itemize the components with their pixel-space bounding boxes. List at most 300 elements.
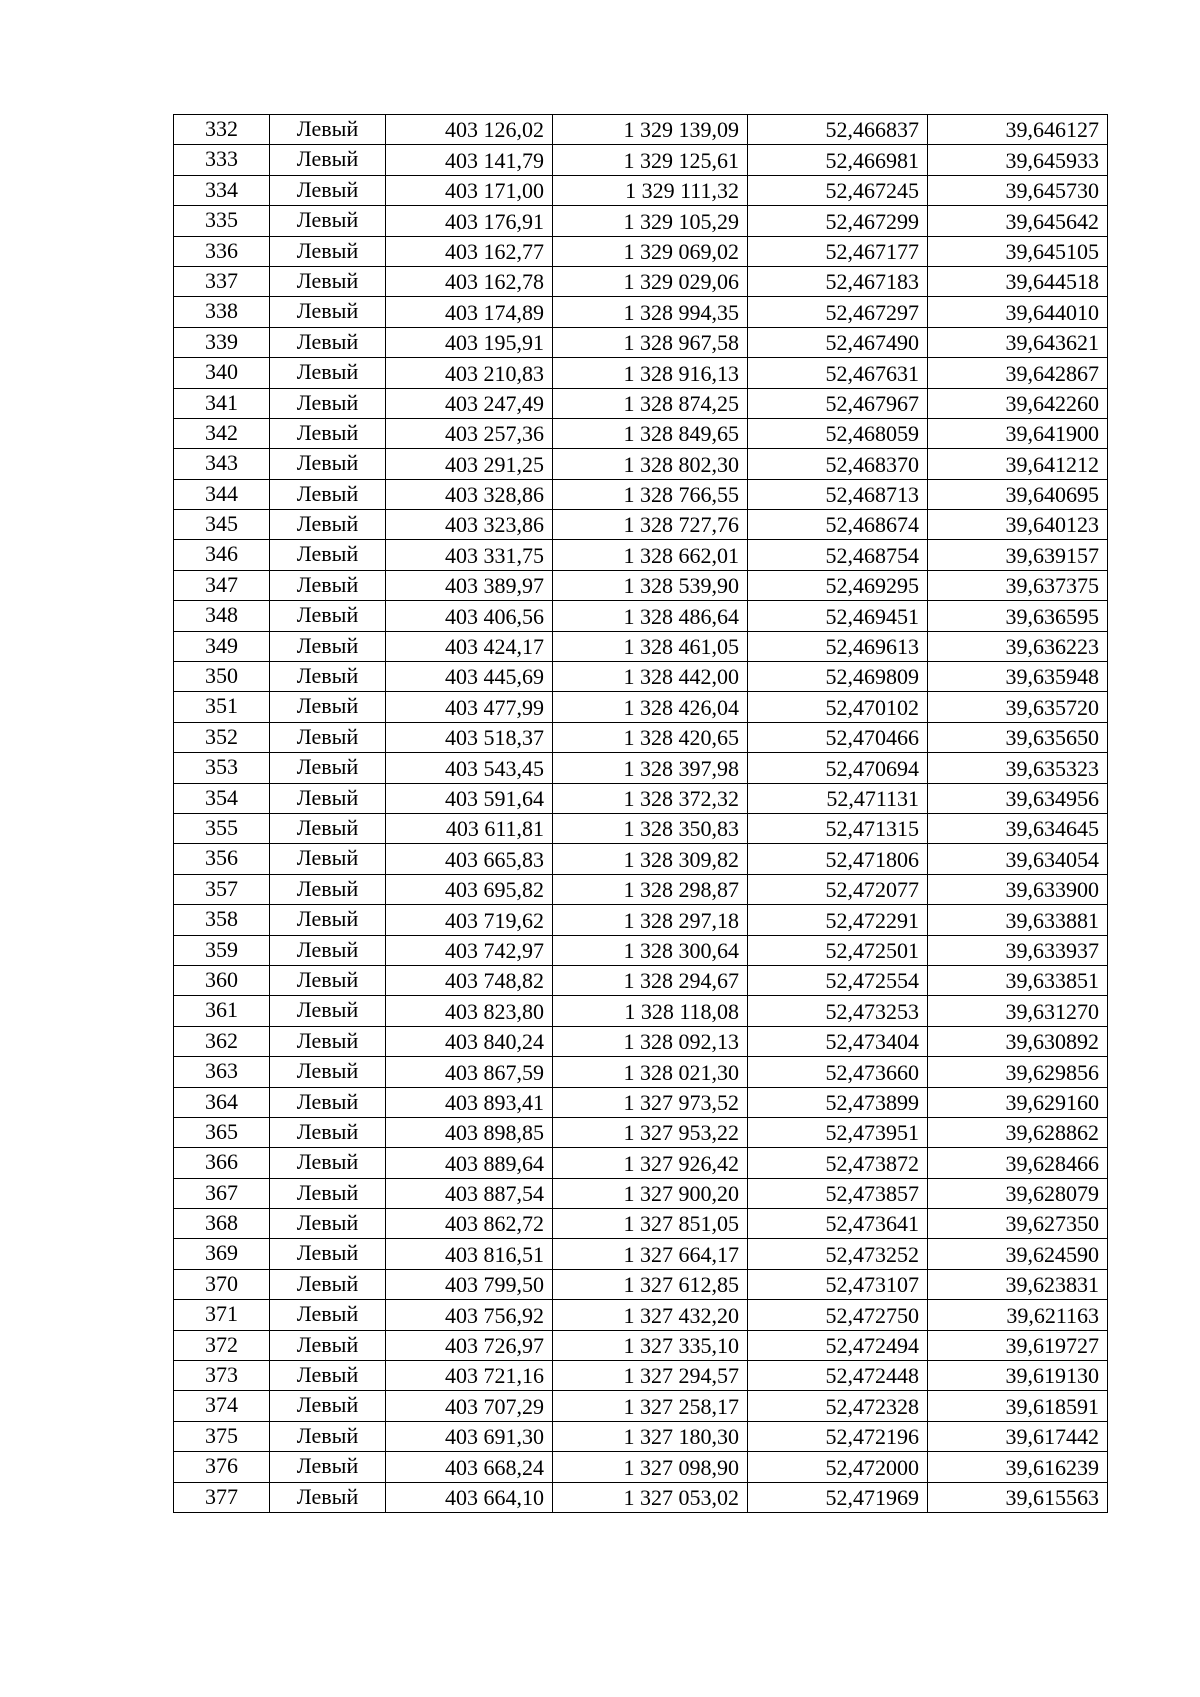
table-row bbox=[174, 175, 1108, 205]
point-number-cell: 342 bbox=[174, 418, 270, 448]
point-number-cell: 354 bbox=[174, 783, 270, 813]
point-number-cell: 333 bbox=[174, 145, 270, 175]
point-number-cell: 358 bbox=[174, 905, 270, 935]
point-number-cell: 348 bbox=[174, 601, 270, 631]
longitude-cell: 39,631270 bbox=[928, 996, 1108, 1026]
latitude-cell: 52,473107 bbox=[748, 1269, 928, 1299]
latitude-cell: 52,473660 bbox=[748, 1057, 928, 1087]
side-cell: Левый bbox=[270, 1300, 386, 1330]
y-coordinate-cell: 1 329 111,32 bbox=[553, 175, 748, 205]
longitude-cell: 39,616239 bbox=[928, 1452, 1108, 1482]
side-cell: Левый bbox=[270, 874, 386, 904]
latitude-cell: 52,473404 bbox=[748, 1026, 928, 1056]
point-number-cell: 368 bbox=[174, 1209, 270, 1239]
y-coordinate-cell: 1 327 926,42 bbox=[553, 1148, 748, 1178]
x-coordinate-cell: 403 756,92 bbox=[386, 1300, 553, 1330]
x-coordinate-cell: 403 611,81 bbox=[386, 813, 553, 843]
y-coordinate-cell: 1 328 662,01 bbox=[553, 540, 748, 570]
longitude-cell: 39,646127 bbox=[928, 115, 1108, 145]
longitude-cell: 39,645642 bbox=[928, 206, 1108, 236]
latitude-cell: 52,466981 bbox=[748, 145, 928, 175]
longitude-cell: 39,633881 bbox=[928, 905, 1108, 935]
point-number-cell: 336 bbox=[174, 236, 270, 266]
point-number-cell: 347 bbox=[174, 570, 270, 600]
y-coordinate-cell: 1 327 053,02 bbox=[553, 1482, 748, 1512]
side-cell: Левый bbox=[270, 1057, 386, 1087]
point-number-cell: 360 bbox=[174, 965, 270, 995]
latitude-cell: 52,472077 bbox=[748, 874, 928, 904]
x-coordinate-cell: 403 477,99 bbox=[386, 692, 553, 722]
longitude-cell: 39,621163 bbox=[928, 1300, 1108, 1330]
y-coordinate-cell: 1 328 118,08 bbox=[553, 996, 748, 1026]
table-row bbox=[174, 297, 1108, 327]
longitude-cell: 39,642260 bbox=[928, 388, 1108, 418]
y-coordinate-cell: 1 328 766,55 bbox=[553, 479, 748, 509]
coordinates-table bbox=[173, 114, 1108, 1513]
longitude-cell: 39,641212 bbox=[928, 449, 1108, 479]
x-coordinate-cell: 403 162,78 bbox=[386, 266, 553, 296]
latitude-cell: 52,469295 bbox=[748, 570, 928, 600]
side-cell: Левый bbox=[270, 844, 386, 874]
y-coordinate-cell: 1 328 916,13 bbox=[553, 358, 748, 388]
x-coordinate-cell: 403 893,41 bbox=[386, 1087, 553, 1117]
side-cell: Левый bbox=[270, 1421, 386, 1451]
x-coordinate-cell: 403 323,86 bbox=[386, 510, 553, 540]
x-coordinate-cell: 403 816,51 bbox=[386, 1239, 553, 1269]
longitude-cell: 39,640695 bbox=[928, 479, 1108, 509]
table-row bbox=[174, 935, 1108, 965]
x-coordinate-cell: 403 707,29 bbox=[386, 1391, 553, 1421]
table-row bbox=[174, 601, 1108, 631]
point-number-cell: 375 bbox=[174, 1421, 270, 1451]
latitude-cell: 52,472196 bbox=[748, 1421, 928, 1451]
latitude-cell: 52,473899 bbox=[748, 1087, 928, 1117]
latitude-cell: 52,466837 bbox=[748, 115, 928, 145]
point-number-cell: 364 bbox=[174, 1087, 270, 1117]
y-coordinate-cell: 1 328 802,30 bbox=[553, 449, 748, 479]
latitude-cell: 52,468059 bbox=[748, 418, 928, 448]
point-number-cell: 356 bbox=[174, 844, 270, 874]
side-cell: Левый bbox=[270, 722, 386, 752]
table-row bbox=[174, 1178, 1108, 1208]
point-number-cell: 365 bbox=[174, 1117, 270, 1147]
latitude-cell: 52,473641 bbox=[748, 1209, 928, 1239]
point-number-cell: 374 bbox=[174, 1391, 270, 1421]
x-coordinate-cell: 403 328,86 bbox=[386, 479, 553, 509]
table-row bbox=[174, 965, 1108, 995]
latitude-cell: 52,471969 bbox=[748, 1482, 928, 1512]
side-cell: Левый bbox=[270, 358, 386, 388]
y-coordinate-cell: 1 329 125,61 bbox=[553, 145, 748, 175]
y-coordinate-cell: 1 328 350,83 bbox=[553, 813, 748, 843]
table-row bbox=[174, 1330, 1108, 1360]
point-number-cell: 359 bbox=[174, 935, 270, 965]
longitude-cell: 39,642867 bbox=[928, 358, 1108, 388]
y-coordinate-cell: 1 328 539,90 bbox=[553, 570, 748, 600]
side-cell: Левый bbox=[270, 1178, 386, 1208]
latitude-cell: 52,467490 bbox=[748, 327, 928, 357]
longitude-cell: 39,639157 bbox=[928, 540, 1108, 570]
table-row bbox=[174, 996, 1108, 1026]
longitude-cell: 39,630892 bbox=[928, 1026, 1108, 1056]
table-row bbox=[174, 692, 1108, 722]
point-number-cell: 366 bbox=[174, 1148, 270, 1178]
longitude-cell: 39,634956 bbox=[928, 783, 1108, 813]
side-cell: Левый bbox=[270, 996, 386, 1026]
table-row bbox=[174, 449, 1108, 479]
longitude-cell: 39,645105 bbox=[928, 236, 1108, 266]
x-coordinate-cell: 403 721,16 bbox=[386, 1361, 553, 1391]
x-coordinate-cell: 403 174,89 bbox=[386, 297, 553, 327]
latitude-cell: 52,470102 bbox=[748, 692, 928, 722]
longitude-cell: 39,633851 bbox=[928, 965, 1108, 995]
table-row bbox=[174, 874, 1108, 904]
y-coordinate-cell: 1 328 294,67 bbox=[553, 965, 748, 995]
side-cell: Левый bbox=[270, 905, 386, 935]
x-coordinate-cell: 403 176,91 bbox=[386, 206, 553, 236]
table-row bbox=[174, 388, 1108, 418]
x-coordinate-cell: 403 691,30 bbox=[386, 1421, 553, 1451]
longitude-cell: 39,629856 bbox=[928, 1057, 1108, 1087]
side-cell: Левый bbox=[270, 813, 386, 843]
table-row bbox=[174, 753, 1108, 783]
x-coordinate-cell: 403 445,69 bbox=[386, 662, 553, 692]
x-coordinate-cell: 403 695,82 bbox=[386, 874, 553, 904]
longitude-cell: 39,628079 bbox=[928, 1178, 1108, 1208]
x-coordinate-cell: 403 887,54 bbox=[386, 1178, 553, 1208]
side-cell: Левый bbox=[270, 327, 386, 357]
table-row bbox=[174, 327, 1108, 357]
longitude-cell: 39,637375 bbox=[928, 570, 1108, 600]
latitude-cell: 52,472328 bbox=[748, 1391, 928, 1421]
x-coordinate-cell: 403 389,97 bbox=[386, 570, 553, 600]
x-coordinate-cell: 403 543,45 bbox=[386, 753, 553, 783]
x-coordinate-cell: 403 291,25 bbox=[386, 449, 553, 479]
x-coordinate-cell: 403 726,97 bbox=[386, 1330, 553, 1360]
point-number-cell: 346 bbox=[174, 540, 270, 570]
longitude-cell: 39,640123 bbox=[928, 510, 1108, 540]
longitude-cell: 39,634645 bbox=[928, 813, 1108, 843]
latitude-cell: 52,468754 bbox=[748, 540, 928, 570]
side-cell: Левый bbox=[270, 510, 386, 540]
longitude-cell: 39,641900 bbox=[928, 418, 1108, 448]
side-cell: Левый bbox=[270, 1026, 386, 1056]
side-cell: Левый bbox=[270, 601, 386, 631]
y-coordinate-cell: 1 329 069,02 bbox=[553, 236, 748, 266]
longitude-cell: 39,617442 bbox=[928, 1421, 1108, 1451]
latitude-cell: 52,468674 bbox=[748, 510, 928, 540]
table-row bbox=[174, 540, 1108, 570]
y-coordinate-cell: 1 328 372,32 bbox=[553, 783, 748, 813]
point-number-cell: 344 bbox=[174, 479, 270, 509]
side-cell: Левый bbox=[270, 935, 386, 965]
longitude-cell: 39,623831 bbox=[928, 1269, 1108, 1299]
table-row bbox=[174, 783, 1108, 813]
x-coordinate-cell: 403 867,59 bbox=[386, 1057, 553, 1087]
latitude-cell: 52,470466 bbox=[748, 722, 928, 752]
x-coordinate-cell: 403 162,77 bbox=[386, 236, 553, 266]
side-cell: Левый bbox=[270, 418, 386, 448]
x-coordinate-cell: 403 862,72 bbox=[386, 1209, 553, 1239]
point-number-cell: 335 bbox=[174, 206, 270, 236]
point-number-cell: 377 bbox=[174, 1482, 270, 1512]
point-number-cell: 340 bbox=[174, 358, 270, 388]
point-number-cell: 355 bbox=[174, 813, 270, 843]
latitude-cell: 52,473951 bbox=[748, 1117, 928, 1147]
latitude-cell: 52,471131 bbox=[748, 783, 928, 813]
latitude-cell: 52,468713 bbox=[748, 479, 928, 509]
point-number-cell: 372 bbox=[174, 1330, 270, 1360]
longitude-cell: 39,644518 bbox=[928, 266, 1108, 296]
table-row bbox=[174, 1087, 1108, 1117]
point-number-cell: 352 bbox=[174, 722, 270, 752]
point-number-cell: 353 bbox=[174, 753, 270, 783]
side-cell: Левый bbox=[270, 1391, 386, 1421]
point-number-cell: 345 bbox=[174, 510, 270, 540]
point-number-cell: 373 bbox=[174, 1361, 270, 1391]
side-cell: Левый bbox=[270, 1209, 386, 1239]
latitude-cell: 52,473253 bbox=[748, 996, 928, 1026]
longitude-cell: 39,635948 bbox=[928, 662, 1108, 692]
latitude-cell: 52,472750 bbox=[748, 1300, 928, 1330]
longitude-cell: 39,619130 bbox=[928, 1361, 1108, 1391]
longitude-cell: 39,643621 bbox=[928, 327, 1108, 357]
latitude-cell: 52,473872 bbox=[748, 1148, 928, 1178]
y-coordinate-cell: 1 329 029,06 bbox=[553, 266, 748, 296]
latitude-cell: 52,473252 bbox=[748, 1239, 928, 1269]
latitude-cell: 52,469613 bbox=[748, 631, 928, 661]
longitude-cell: 39,618591 bbox=[928, 1391, 1108, 1421]
point-number-cell: 351 bbox=[174, 692, 270, 722]
y-coordinate-cell: 1 327 953,22 bbox=[553, 1117, 748, 1147]
longitude-cell: 39,644010 bbox=[928, 297, 1108, 327]
side-cell: Левый bbox=[270, 1117, 386, 1147]
y-coordinate-cell: 1 327 900,20 bbox=[553, 1178, 748, 1208]
table-row bbox=[174, 266, 1108, 296]
longitude-cell: 39,615563 bbox=[928, 1482, 1108, 1512]
table-row bbox=[174, 1421, 1108, 1451]
side-cell: Левый bbox=[270, 479, 386, 509]
latitude-cell: 52,473857 bbox=[748, 1178, 928, 1208]
side-cell: Левый bbox=[270, 1269, 386, 1299]
point-number-cell: 349 bbox=[174, 631, 270, 661]
longitude-cell: 39,645730 bbox=[928, 175, 1108, 205]
point-number-cell: 376 bbox=[174, 1452, 270, 1482]
latitude-cell: 52,467297 bbox=[748, 297, 928, 327]
x-coordinate-cell: 403 195,91 bbox=[386, 327, 553, 357]
side-cell: Левый bbox=[270, 236, 386, 266]
y-coordinate-cell: 1 329 139,09 bbox=[553, 115, 748, 145]
x-coordinate-cell: 403 331,75 bbox=[386, 540, 553, 570]
x-coordinate-cell: 403 406,56 bbox=[386, 601, 553, 631]
x-coordinate-cell: 403 889,64 bbox=[386, 1148, 553, 1178]
x-coordinate-cell: 403 665,83 bbox=[386, 844, 553, 874]
y-coordinate-cell: 1 328 849,65 bbox=[553, 418, 748, 448]
y-coordinate-cell: 1 328 486,64 bbox=[553, 601, 748, 631]
side-cell: Левый bbox=[270, 1452, 386, 1482]
table-row bbox=[174, 1300, 1108, 1330]
y-coordinate-cell: 1 328 874,25 bbox=[553, 388, 748, 418]
table-row bbox=[174, 1057, 1108, 1087]
side-cell: Левый bbox=[270, 206, 386, 236]
longitude-cell: 39,635650 bbox=[928, 722, 1108, 752]
x-coordinate-cell: 403 591,64 bbox=[386, 783, 553, 813]
y-coordinate-cell: 1 327 258,17 bbox=[553, 1391, 748, 1421]
longitude-cell: 39,619727 bbox=[928, 1330, 1108, 1360]
table-row bbox=[174, 1452, 1108, 1482]
y-coordinate-cell: 1 327 973,52 bbox=[553, 1087, 748, 1117]
table-row bbox=[174, 1269, 1108, 1299]
point-number-cell: 361 bbox=[174, 996, 270, 1026]
table-row bbox=[174, 722, 1108, 752]
y-coordinate-cell: 1 328 397,98 bbox=[553, 753, 748, 783]
latitude-cell: 52,471315 bbox=[748, 813, 928, 843]
x-coordinate-cell: 403 518,37 bbox=[386, 722, 553, 752]
table-row bbox=[174, 662, 1108, 692]
table-row bbox=[174, 145, 1108, 175]
y-coordinate-cell: 1 328 300,64 bbox=[553, 935, 748, 965]
x-coordinate-cell: 403 719,62 bbox=[386, 905, 553, 935]
longitude-cell: 39,635720 bbox=[928, 692, 1108, 722]
side-cell: Левый bbox=[270, 115, 386, 145]
table-row bbox=[174, 844, 1108, 874]
point-number-cell: 367 bbox=[174, 1178, 270, 1208]
y-coordinate-cell: 1 328 297,18 bbox=[553, 905, 748, 935]
x-coordinate-cell: 403 247,49 bbox=[386, 388, 553, 418]
y-coordinate-cell: 1 328 298,87 bbox=[553, 874, 748, 904]
latitude-cell: 52,468370 bbox=[748, 449, 928, 479]
y-coordinate-cell: 1 328 309,82 bbox=[553, 844, 748, 874]
table-row bbox=[174, 418, 1108, 448]
x-coordinate-cell: 403 799,50 bbox=[386, 1269, 553, 1299]
y-coordinate-cell: 1 327 851,05 bbox=[553, 1209, 748, 1239]
table-row bbox=[174, 570, 1108, 600]
table-row bbox=[174, 1209, 1108, 1239]
longitude-cell: 39,634054 bbox=[928, 844, 1108, 874]
latitude-cell: 52,467183 bbox=[748, 266, 928, 296]
x-coordinate-cell: 403 748,82 bbox=[386, 965, 553, 995]
side-cell: Левый bbox=[270, 297, 386, 327]
y-coordinate-cell: 1 329 105,29 bbox=[553, 206, 748, 236]
side-cell: Левый bbox=[270, 783, 386, 813]
y-coordinate-cell: 1 328 994,35 bbox=[553, 297, 748, 327]
longitude-cell: 39,635323 bbox=[928, 753, 1108, 783]
point-number-cell: 362 bbox=[174, 1026, 270, 1056]
latitude-cell: 52,472494 bbox=[748, 1330, 928, 1360]
y-coordinate-cell: 1 328 967,58 bbox=[553, 327, 748, 357]
side-cell: Левый bbox=[270, 1482, 386, 1512]
point-number-cell: 337 bbox=[174, 266, 270, 296]
side-cell: Левый bbox=[270, 175, 386, 205]
latitude-cell: 52,472448 bbox=[748, 1361, 928, 1391]
point-number-cell: 369 bbox=[174, 1239, 270, 1269]
side-cell: Левый bbox=[270, 266, 386, 296]
side-cell: Левый bbox=[270, 965, 386, 995]
side-cell: Левый bbox=[270, 145, 386, 175]
point-number-cell: 334 bbox=[174, 175, 270, 205]
point-number-cell: 341 bbox=[174, 388, 270, 418]
table-row bbox=[174, 1117, 1108, 1147]
x-coordinate-cell: 403 742,97 bbox=[386, 935, 553, 965]
x-coordinate-cell: 403 126,02 bbox=[386, 115, 553, 145]
point-number-cell: 371 bbox=[174, 1300, 270, 1330]
table-row bbox=[174, 115, 1108, 145]
x-coordinate-cell: 403 257,36 bbox=[386, 418, 553, 448]
y-coordinate-cell: 1 328 442,00 bbox=[553, 662, 748, 692]
table-row bbox=[174, 1361, 1108, 1391]
point-number-cell: 343 bbox=[174, 449, 270, 479]
point-number-cell: 357 bbox=[174, 874, 270, 904]
table-row bbox=[174, 206, 1108, 236]
x-coordinate-cell: 403 424,17 bbox=[386, 631, 553, 661]
longitude-cell: 39,633900 bbox=[928, 874, 1108, 904]
y-coordinate-cell: 1 328 092,13 bbox=[553, 1026, 748, 1056]
table-row bbox=[174, 813, 1108, 843]
y-coordinate-cell: 1 327 612,85 bbox=[553, 1269, 748, 1299]
y-coordinate-cell: 1 328 021,30 bbox=[553, 1057, 748, 1087]
point-number-cell: 338 bbox=[174, 297, 270, 327]
longitude-cell: 39,645933 bbox=[928, 145, 1108, 175]
y-coordinate-cell: 1 327 180,30 bbox=[553, 1421, 748, 1451]
side-cell: Левый bbox=[270, 570, 386, 600]
x-coordinate-cell: 403 141,79 bbox=[386, 145, 553, 175]
table-row bbox=[174, 479, 1108, 509]
x-coordinate-cell: 403 664,10 bbox=[386, 1482, 553, 1512]
y-coordinate-cell: 1 328 461,05 bbox=[553, 631, 748, 661]
point-number-cell: 332 bbox=[174, 115, 270, 145]
longitude-cell: 39,624590 bbox=[928, 1239, 1108, 1269]
longitude-cell: 39,633937 bbox=[928, 935, 1108, 965]
y-coordinate-cell: 1 327 098,90 bbox=[553, 1452, 748, 1482]
table-row bbox=[174, 1391, 1108, 1421]
table-row bbox=[174, 1482, 1108, 1512]
x-coordinate-cell: 403 171,00 bbox=[386, 175, 553, 205]
point-number-cell: 370 bbox=[174, 1269, 270, 1299]
y-coordinate-cell: 1 327 335,10 bbox=[553, 1330, 748, 1360]
longitude-cell: 39,628466 bbox=[928, 1148, 1108, 1178]
table-row bbox=[174, 1239, 1108, 1269]
table-row bbox=[174, 631, 1108, 661]
table-body bbox=[174, 115, 1108, 1513]
latitude-cell: 52,472291 bbox=[748, 905, 928, 935]
y-coordinate-cell: 1 327 294,57 bbox=[553, 1361, 748, 1391]
x-coordinate-cell: 403 840,24 bbox=[386, 1026, 553, 1056]
latitude-cell: 52,469809 bbox=[748, 662, 928, 692]
y-coordinate-cell: 1 327 664,17 bbox=[553, 1239, 748, 1269]
point-number-cell: 339 bbox=[174, 327, 270, 357]
latitude-cell: 52,471806 bbox=[748, 844, 928, 874]
side-cell: Левый bbox=[270, 1148, 386, 1178]
longitude-cell: 39,636595 bbox=[928, 601, 1108, 631]
x-coordinate-cell: 403 210,83 bbox=[386, 358, 553, 388]
latitude-cell: 52,472501 bbox=[748, 935, 928, 965]
point-number-cell: 350 bbox=[174, 662, 270, 692]
latitude-cell: 52,467177 bbox=[748, 236, 928, 266]
side-cell: Левый bbox=[270, 692, 386, 722]
table-row bbox=[174, 358, 1108, 388]
longitude-cell: 39,629160 bbox=[928, 1087, 1108, 1117]
side-cell: Левый bbox=[270, 662, 386, 692]
side-cell: Левый bbox=[270, 753, 386, 783]
latitude-cell: 52,472000 bbox=[748, 1452, 928, 1482]
side-cell: Левый bbox=[270, 449, 386, 479]
side-cell: Левый bbox=[270, 631, 386, 661]
latitude-cell: 52,467631 bbox=[748, 358, 928, 388]
latitude-cell: 52,467299 bbox=[748, 206, 928, 236]
side-cell: Левый bbox=[270, 1087, 386, 1117]
y-coordinate-cell: 1 328 420,65 bbox=[553, 722, 748, 752]
table-row bbox=[174, 1026, 1108, 1056]
